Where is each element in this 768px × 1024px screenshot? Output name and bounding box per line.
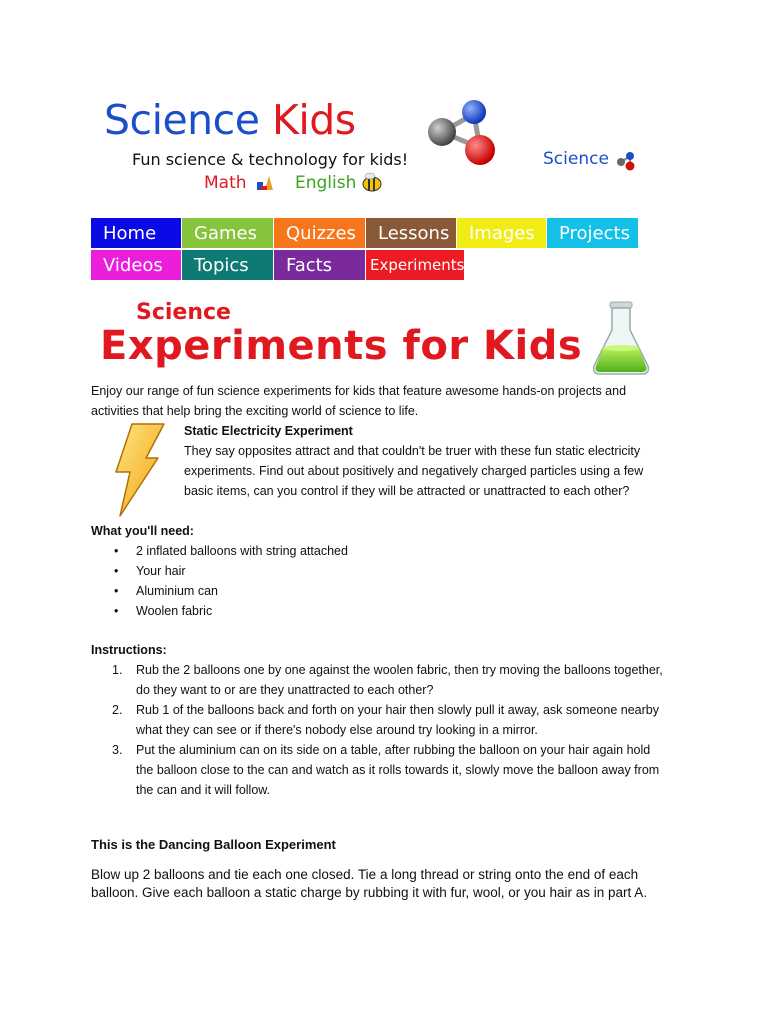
nav-experiments[interactable]: [366, 250, 464, 280]
small-molecule-icon: [615, 150, 637, 172]
list-item: [100, 740, 690, 800]
dancing-line-1: Blow up 2 balloons and tie each one closed. Tie a long thread or string onto the end of each: [91, 867, 639, 882]
step-line: do they want to or are they unattracted to each other?: [136, 683, 434, 697]
nav-topics-label: Topics: [194, 254, 249, 276]
dancing-title: This is the Dancing Balloon Experiment: [91, 837, 336, 852]
banner-title: Experiments for Kids: [100, 323, 583, 369]
nav-experiments-label: Experiments: [370, 256, 465, 274]
needs-item-text: Your hair: [136, 564, 186, 578]
nav-projects-label: Projects: [559, 222, 630, 244]
nav-facts-label: Facts: [286, 254, 333, 276]
science-label: Science: [543, 149, 609, 169]
english-link[interactable]: [295, 173, 356, 193]
list-item: [100, 601, 348, 621]
nav-lessons[interactable]: [366, 218, 456, 248]
english-label: English: [295, 173, 357, 193]
flask-icon: [588, 300, 654, 378]
dancing-line-2: balloon. Give each balloon a static charge by rubbing it with fur, wool, or you hair as in part A.: [91, 885, 648, 900]
step-line: what they can see or if there's nobody else around try looking in a mirror.: [136, 723, 538, 737]
intro-line-1: Enjoy our range of fun science experiments for kids that feature awesome hands-on projects and: [91, 384, 627, 398]
nav-home-label: Home: [103, 222, 157, 244]
logo-kids-text: Kids: [271, 96, 356, 144]
list-item: [100, 700, 690, 740]
nav-images-label: Images: [469, 222, 535, 244]
molecule-icon: [424, 96, 500, 172]
instructions-heading: Instructions:: [91, 643, 167, 657]
nav-quizzes-label: Quizzes: [286, 222, 356, 244]
static-line-2: experiments. Find out about positively and negatively charged particles using a few: [184, 464, 644, 478]
bee-icon: [360, 171, 384, 193]
needs-item-text: Aluminium can: [136, 584, 218, 598]
list-item: [100, 660, 690, 700]
instructions-list: [100, 660, 690, 800]
nav-lessons-label: Lessons: [378, 222, 450, 244]
nav-quizzes[interactable]: [274, 218, 365, 248]
nav-topics[interactable]: [182, 250, 273, 280]
logo-science-text: Science: [104, 96, 260, 144]
site-tagline: Fun science & technology for kids!: [132, 150, 409, 169]
needs-heading: What you'll need:: [91, 524, 194, 538]
needs-item-text: 2 inflated balloons with string attached: [136, 544, 348, 558]
list-item: [100, 561, 348, 581]
nav-games[interactable]: [182, 218, 273, 248]
math-label: Math: [204, 173, 247, 193]
nav-videos-label: Videos: [103, 254, 163, 276]
step-number: 3.: [112, 743, 123, 757]
step-line: the can and it will follow.: [136, 783, 271, 797]
step-line: Rub 1 of the balloons back and forth on your hair then slowly pull it away, ask someone nearby: [136, 703, 659, 717]
math-link[interactable]: [204, 173, 247, 193]
nav-videos[interactable]: [91, 250, 181, 280]
nav-images[interactable]: [457, 218, 546, 248]
lightning-icon: [110, 422, 166, 518]
nav-home[interactable]: [91, 218, 181, 248]
banner-subtitle: Science: [136, 300, 231, 325]
step-line: Rub the 2 balloons one by one against the woolen fabric, then try moving the balloons together,: [136, 663, 663, 677]
static-line-3: basic items, can you control if they will be attracted or unattracted to each other?: [184, 484, 630, 498]
needs-list: [100, 541, 348, 621]
step-line: Put the aluminium can on its side on a table, after rubbing the balloon on your hair again hold: [136, 743, 651, 757]
nav-facts[interactable]: [274, 250, 365, 280]
nav-games-label: Games: [194, 222, 257, 244]
intro-line-2: activities that help bring the exciting world of science to life.: [91, 404, 419, 418]
list-item: [100, 581, 348, 601]
static-title: Static Electricity Experiment: [184, 424, 353, 438]
step-number: 2.: [112, 703, 123, 717]
nav-projects[interactable]: [547, 218, 638, 248]
math-blocks-icon: [255, 172, 275, 192]
static-line-1: They say opposites attract and that couldn't be truer with these fun static electricity: [184, 444, 641, 458]
list-item: [100, 541, 348, 561]
needs-item-text: Woolen fabric: [136, 604, 213, 618]
step-line: the balloon close to the can and watch as it rolls towards it, slowly move the balloon away from: [136, 763, 660, 777]
science-link[interactable]: [543, 149, 609, 169]
step-number: 1.: [112, 663, 123, 677]
site-logo[interactable]: [104, 96, 356, 144]
